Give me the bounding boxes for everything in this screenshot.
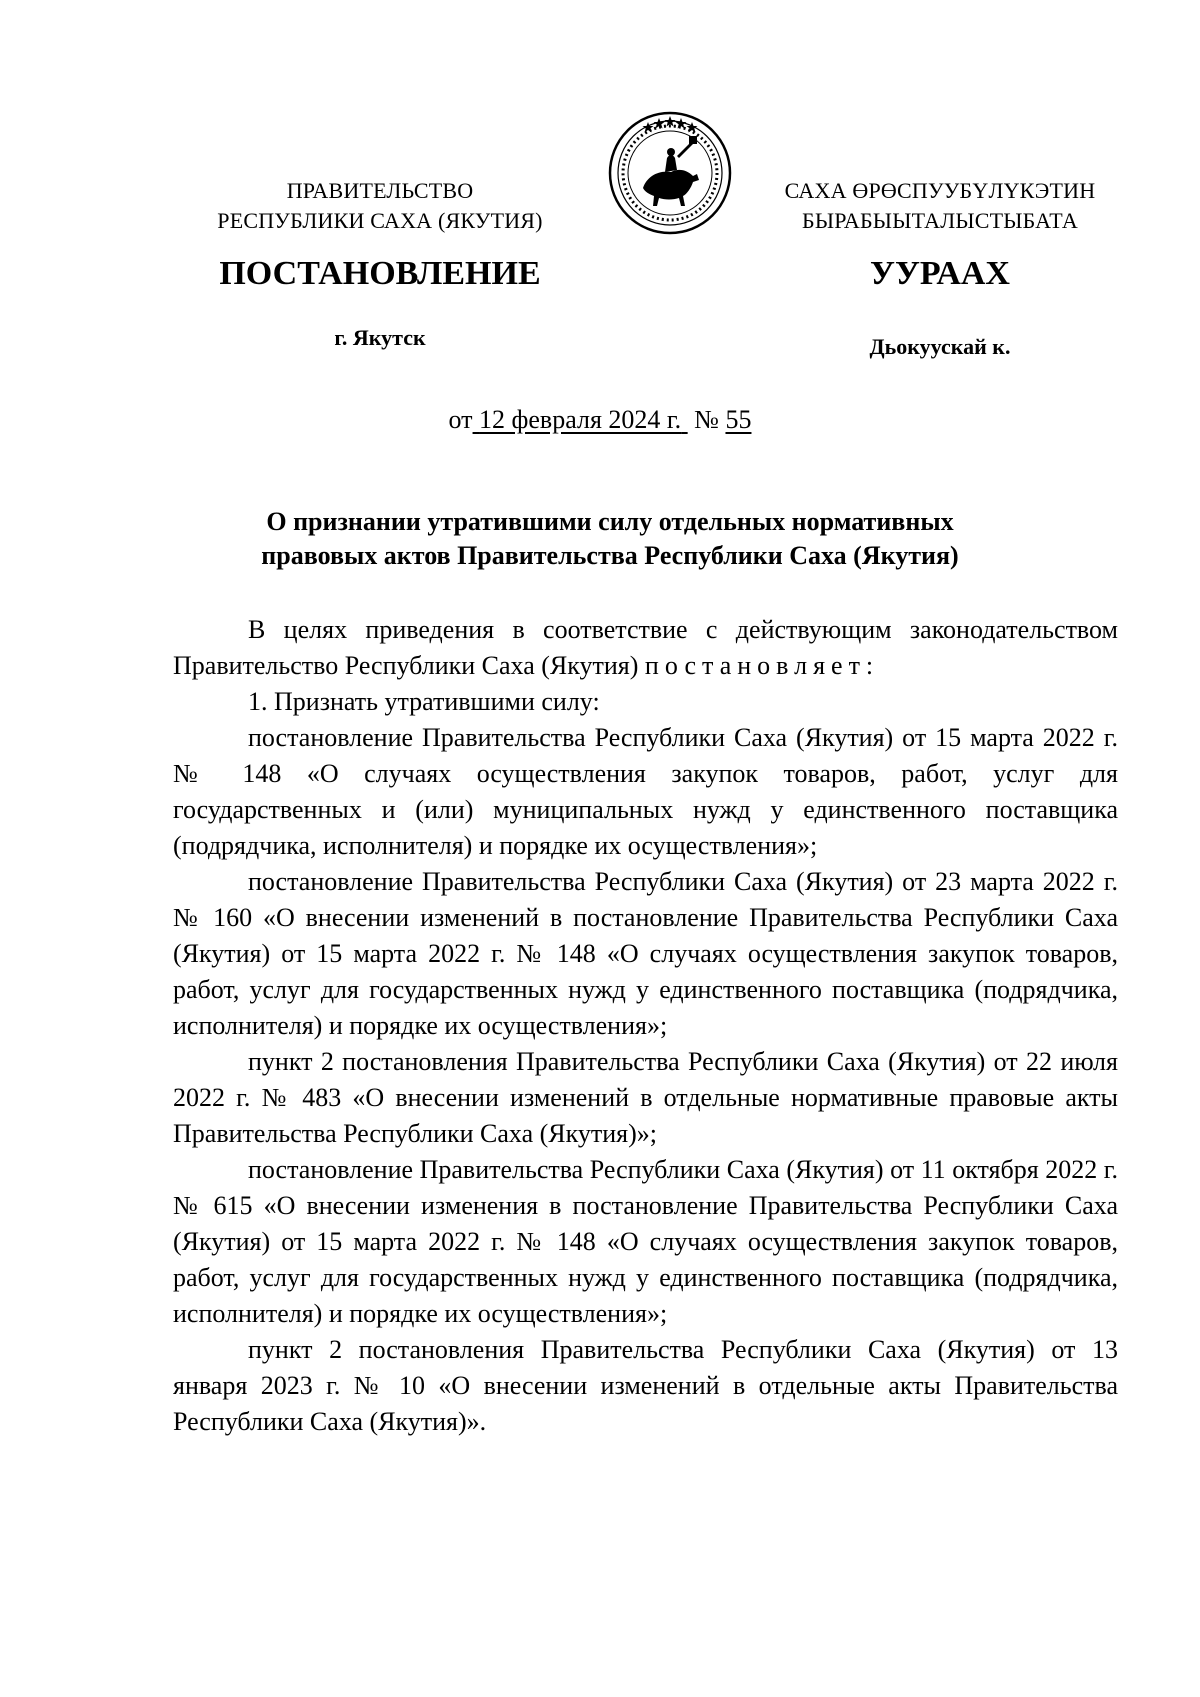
- doc-type-right: УУРААХ: [870, 255, 1010, 292]
- list-item: постановление Правительства Республики Саха (Якутия) от 11 октября 2022 г. № 615 «О внесении изменения в постановление Правительства Республики Саха (Якутия) от 15 марта 2022 г. № 148 «О случаях осуществления закупок товаров, работ, услуг для государственных нужд у единственного поставщика (подрядчика, исполнителя) и порядке их осуществления»;: [173, 1155, 1118, 1328]
- header-left-line1: ПРАВИТЕЛЬСТВО: [286, 178, 474, 203]
- intro-text: В целях приведения в соответствие с действующим законодательством Правительство Республики Саха (Якутия): [173, 615, 1118, 680]
- date-line: [0, 404, 1200, 436]
- subject: [180, 505, 1040, 573]
- header-right-line1: САХА ӨРӨСПУУБҮЛҮКЭТИН: [784, 178, 1096, 203]
- header-right: [740, 176, 1140, 236]
- doc-type-left: ПОСТАНОВЛЕНИЕ: [219, 255, 541, 292]
- body-text: [173, 612, 1118, 1440]
- point-1: 1. Признать утратившими силу:: [248, 687, 600, 716]
- subject-line2: правовых актов Правительства Республики Саха (Якутия): [261, 541, 959, 570]
- header-right-line2: БЫРАБЫЫТАЛЫСТЫБАТА: [802, 208, 1078, 233]
- list-item: пункт 2 постановления Правительства Республики Саха (Якутия) от 13 января 2023 г. № 10 «О внесении изменений в отдельные акты Правительства Республики Саха (Якутия)».: [173, 1335, 1118, 1436]
- list-item: постановление Правительства Республики Саха (Якутия) от 15 марта 2022 г. № 148 «О случаях осуществления закупок товаров, работ, услуг для государственных и (или) муниципальных нужд у единственного поставщика (подрядчика, исполнителя) и порядке их осуществления»;: [173, 723, 1118, 860]
- intro-verb: постановляет:: [644, 651, 880, 680]
- list-item: постановление Правительства Республики Саха (Якутия) от 23 марта 2022 г. № 160 «О внесении изменений в постановление Правительства Республики Саха (Якутия) от 15 марта 2022 г. № 148 «О случаях осуществления закупок товаров, работ, услуг для государственных нужд у единственного поставщика (подрядчика, исполнителя) и порядке их осуществления»;: [173, 867, 1118, 1040]
- header-left-line2: РЕСПУБЛИКИ САХА (ЯКУТИЯ): [217, 208, 543, 233]
- city-right: Дьокуускай к.: [869, 334, 1011, 359]
- coat-of-arms-icon: [607, 110, 733, 236]
- number-sign: №: [694, 405, 719, 434]
- intro-paragraph: [173, 612, 1118, 684]
- list-item: пункт 2 постановления Правительства Республики Саха (Якутия) от 22 июля 2022 г. № 483 «О внесении изменений в отдельные нормативные правовые акты Правительства Республики Саха (Якутия)»;: [173, 1047, 1118, 1148]
- date-value: 12 февраля 2024 г.: [479, 405, 682, 434]
- date-prefix: от: [448, 405, 473, 434]
- doc-number: 55: [725, 405, 752, 434]
- city-left: г. Якутск: [334, 325, 426, 350]
- subject-line1: О признании утратившими силу отдельных нормативных: [266, 507, 954, 536]
- header-left: [170, 176, 590, 236]
